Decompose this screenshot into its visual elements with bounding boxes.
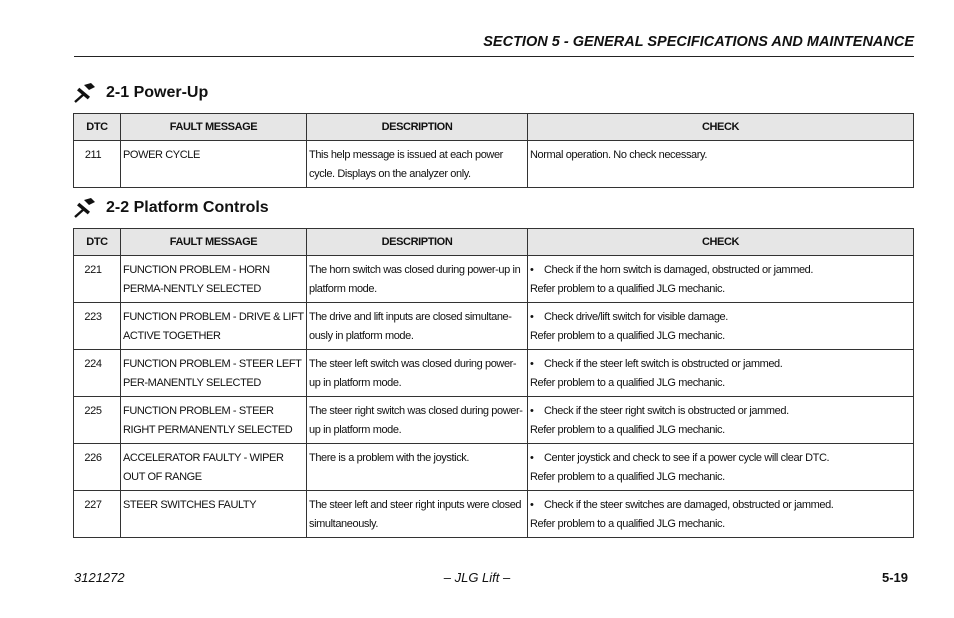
section-title-text: 2-1 Power-Up xyxy=(106,84,209,101)
check-cell xyxy=(528,444,914,491)
power-up-table xyxy=(73,113,914,188)
description-cell: The horn switch was closed during power-up in platform mode. xyxy=(307,256,528,303)
fault-cell: FUNCTION PROBLEM - STEER RIGHT PERMANENTLY SELECTED xyxy=(121,397,307,444)
column-header-fault: FAULT MESSAGE xyxy=(121,114,307,141)
check-cell xyxy=(528,256,914,303)
check-bullet-line xyxy=(530,308,911,327)
dtc-cell: 227 xyxy=(74,491,121,538)
table-row xyxy=(74,141,914,188)
column-header-description: DESCRIPTION xyxy=(307,229,528,256)
bullet-icon: • xyxy=(530,405,534,417)
fault-cell: POWER CYCLE xyxy=(121,141,307,188)
hammer-icon xyxy=(74,82,100,104)
page-number: 5-19 xyxy=(881,570,908,585)
check-bullet-text: Check drive/lift switch for visible damage. xyxy=(544,311,728,323)
section-title-platform-controls xyxy=(74,197,269,219)
bullet-icon: • xyxy=(530,499,534,511)
column-header-dtc: DTC xyxy=(74,114,121,141)
fault-cell: STEER SWITCHES FAULTY xyxy=(121,491,307,538)
description-cell: The steer left and steer right inputs were closed simultaneously. xyxy=(307,491,528,538)
bullet-icon: • xyxy=(530,264,534,276)
check-bullet-line xyxy=(530,496,911,515)
description-cell: The steer left switch was closed during power-up in platform mode. xyxy=(307,350,528,397)
bullet-icon: • xyxy=(530,358,534,370)
bullet-icon: • xyxy=(530,311,534,323)
section-title-power-up xyxy=(74,82,208,104)
table-row xyxy=(74,256,914,303)
check-text: Refer problem to a qualified JLG mechanic. xyxy=(530,424,725,436)
column-header-description: DESCRIPTION xyxy=(307,114,528,141)
check-cell: Normal operation. No check necessary. xyxy=(528,141,914,188)
check-cell xyxy=(528,350,914,397)
fault-cell: ACCELERATOR FAULTY - WIPER OUT OF RANGE xyxy=(121,444,307,491)
bullet-icon: • xyxy=(530,452,534,464)
doc-number: 3121272 xyxy=(74,570,125,585)
check-text: Refer problem to a qualified JLG mechanic. xyxy=(530,471,725,483)
table-row xyxy=(74,350,914,397)
fault-cell: FUNCTION PROBLEM - HORN PERMA-NENTLY SELECTED xyxy=(121,256,307,303)
check-bullet-text: Center joystick and check to see if a power cycle will clear DTC. xyxy=(544,452,830,464)
page-header: SECTION 5 - GENERAL SPECIFICATIONS AND MAINTENANCE xyxy=(74,34,914,57)
check-text: Refer problem to a qualified JLG mechanic. xyxy=(530,377,725,389)
check-bullet-text: Check if the steer left switch is obstructed or jammed. xyxy=(544,358,783,370)
check-cell xyxy=(528,491,914,538)
table-row xyxy=(74,444,914,491)
check-bullet-line xyxy=(530,355,911,374)
section-title-text: 2-2 Platform Controls xyxy=(106,199,269,216)
column-header-check: CHECK xyxy=(528,114,914,141)
column-header-dtc: DTC xyxy=(74,229,121,256)
fault-cell: FUNCTION PROBLEM - STEER LEFT PER-MANENTLY SELECTED xyxy=(121,350,307,397)
check-bullet-text: Check if the steer switches are damaged, obstructed or jammed. xyxy=(544,499,834,511)
table-header-row xyxy=(74,114,914,141)
fault-cell: FUNCTION PROBLEM - DRIVE & LIFT ACTIVE TOGETHER xyxy=(121,303,307,350)
check-text: Refer problem to a qualified JLG mechanic. xyxy=(530,283,725,295)
dtc-cell: 224 xyxy=(74,350,121,397)
check-bullet-line xyxy=(530,449,911,468)
table-row xyxy=(74,303,914,350)
table-row xyxy=(74,491,914,538)
check-cell xyxy=(528,397,914,444)
check-bullet-text: Check if the steer right switch is obstructed or jammed. xyxy=(544,405,789,417)
table-row xyxy=(74,397,914,444)
column-header-check: CHECK xyxy=(528,229,914,256)
check-bullet-line xyxy=(530,402,911,421)
check-bullet-line xyxy=(530,261,911,280)
check-text: Refer problem to a qualified JLG mechanic. xyxy=(530,518,725,530)
dtc-cell: 226 xyxy=(74,444,121,491)
platform-controls-table xyxy=(73,228,914,538)
dtc-cell: 225 xyxy=(74,397,121,444)
check-text: Refer problem to a qualified JLG mechanic. xyxy=(530,330,725,342)
table-header-row xyxy=(74,229,914,256)
description-cell: The drive and lift inputs are closed simultane-ously in platform mode. xyxy=(307,303,528,350)
description-cell: There is a problem with the joystick. xyxy=(307,444,528,491)
footer-brand: – JLG Lift – xyxy=(443,570,511,585)
dtc-cell: 221 xyxy=(74,256,121,303)
dtc-cell: 223 xyxy=(74,303,121,350)
description-cell: This help message is issued at each power cycle. Displays on the analyzer only. xyxy=(307,141,528,188)
description-cell: The steer right switch was closed during power-up in platform mode. xyxy=(307,397,528,444)
dtc-cell: 211 xyxy=(74,141,121,188)
hammer-icon xyxy=(74,197,100,219)
check-bullet-text: Check if the horn switch is damaged, obstructed or jammed. xyxy=(544,264,814,276)
column-header-fault: FAULT MESSAGE xyxy=(121,229,307,256)
check-cell xyxy=(528,303,914,350)
